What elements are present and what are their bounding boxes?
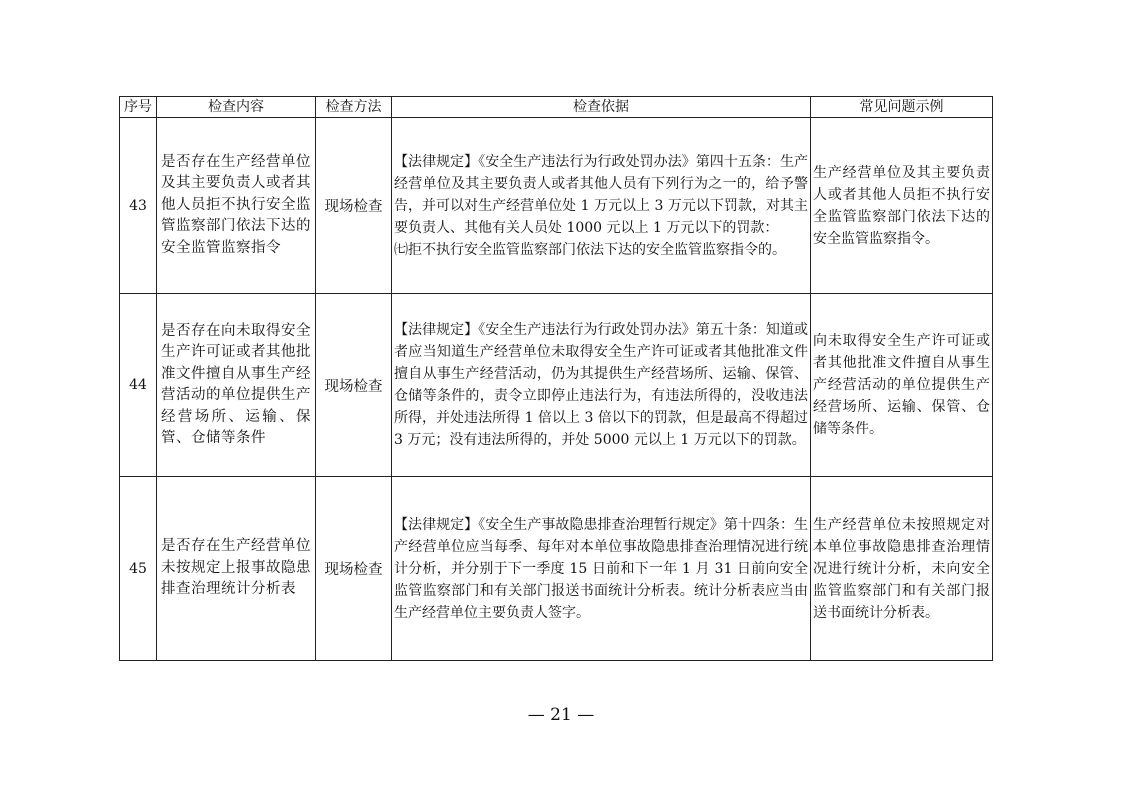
row-inspection-method: 现场检查 (316, 118, 392, 294)
header-item: 检查内容 (157, 97, 316, 118)
row-legal-basis (392, 118, 811, 294)
header-basis: 检查依据 (392, 97, 811, 118)
row-inspection-item: 是否存在生产经营单位未按规定上报事故隐患排查治理统计分析表 (157, 477, 316, 661)
table-row (120, 477, 993, 661)
row-inspection-method: 现场检查 (316, 477, 392, 661)
page-number: — 21 — (527, 705, 595, 725)
row-legal-basis: 【法律规定】《安全生产事故隐患排查治理暂行规定》第十四条：生产经营单位应当每季、每年对本单位事故隐患排查治理情况进行统计分析，并分别于下一季度 15 日前和下一年 1 月 31 日前向安全监管监察部门和有关部门报送书面统计分析表。统计分析表应当由生产经营单位主要负责人签字。 (392, 477, 811, 661)
row-seq: 44 (120, 294, 157, 477)
row-inspection-item: 是否存在生产经营单位及其主要负责人或者其他人员拒不执行安全监管监察部门依法下达的安全监管监察指令 (157, 118, 316, 294)
row-common-problem: 生产经营单位及其主要负责人或者其他人员拒不执行安全监管监察部门依法下达的安全监管监察指令。 (811, 118, 993, 294)
row-seq: 45 (120, 477, 157, 661)
row-common-problem: 生产经营单位未按照规定对本单位事故隐患排查治理情况进行统计分析，未向安全监管监察部门和有关部门报送书面统计分析表。 (811, 477, 993, 661)
inspection-table (119, 96, 993, 661)
table-row (120, 118, 993, 294)
header-seq: 序号 (120, 97, 157, 118)
header-method: 检查方法 (316, 97, 392, 118)
header-example: 常见问题示例 (811, 97, 993, 118)
row-legal-basis-text: 【法律规定】《安全生产违法行为行政处罚办法》第四十五条：生产经营单位及其主要负责人或者其他人员有下列行为之一的，给予警告，并可以对生产经营单位处 1 万元以上 3 万元以下罚款，对其主要负责人、其他有关人员处 1000 元以上 1 万元以下的罚款： ㈦拒不执行安全监管监察部门依法下达的安全监管监察指令的。 (394, 153, 808, 258)
row-seq: 43 (120, 118, 157, 294)
row-common-problem: 向未取得安全生产许可证或者其他批准文件擅自从事生产经营活动的单位提供生产经营场所、运输、保管、仓储等条件。 (811, 294, 993, 477)
row-legal-basis: 【法律规定】《安全生产违法行为行政处罚办法》第五十条：知道或者应当知道生产经营单位未取得安全生产许可证或者其他批准文件擅自从事生产经营活动，仍为其提供生产经营场所、运输、保管、仓储等条件的，责令立即停止违法行为，有违法所得的，没收违法所得，并处违法所得 1 倍以上 3 倍以下的罚款，但是最高不得超过 3 万元；没有违法所得的，并处 5000 元以上 1 万元以下的罚款。 (392, 294, 811, 477)
table-row (120, 294, 993, 477)
row-inspection-item: 是否存在向未取得安全生产许可证或者其他批准文件擅自从事生产经营活动的单位提供生产经营场所、运输、保管、仓储等条件 (157, 294, 316, 477)
table-header-row (120, 97, 993, 118)
row-inspection-method: 现场检查 (316, 294, 392, 477)
